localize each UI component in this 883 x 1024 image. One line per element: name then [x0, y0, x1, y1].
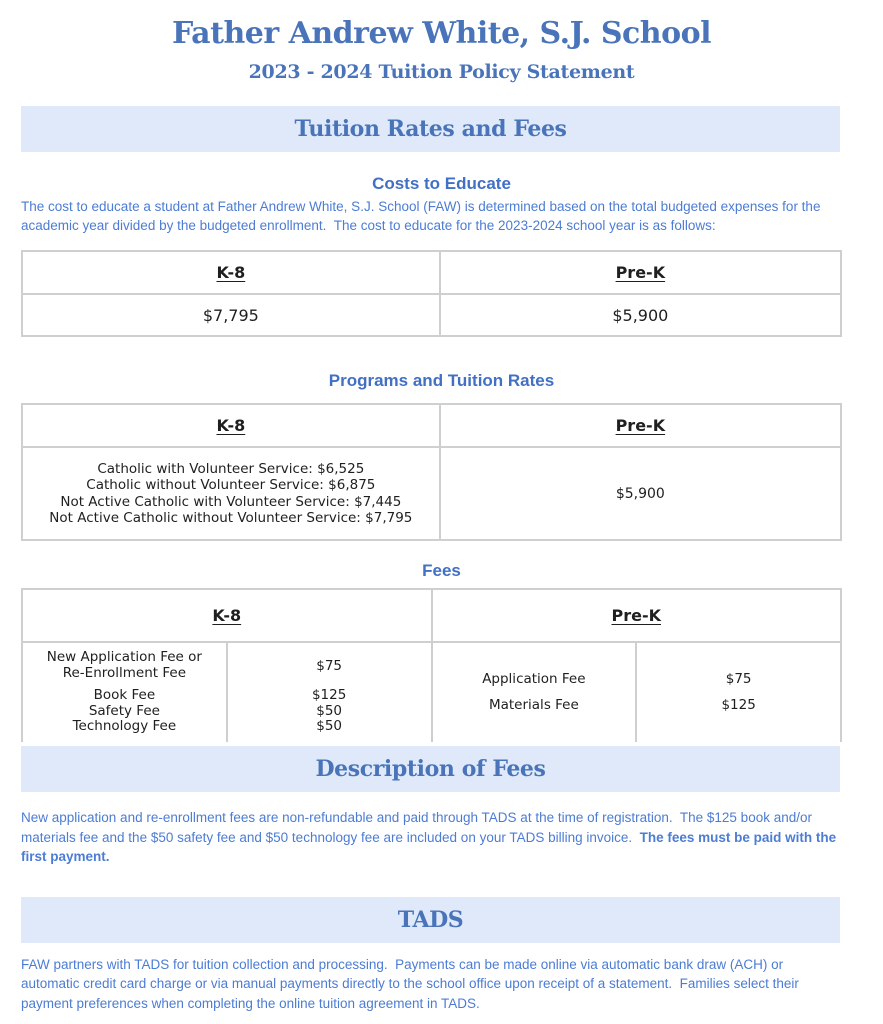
fee-value: $50: [316, 702, 343, 719]
table-row: [22, 642, 841, 742]
programs-table-prek-header: Pre-K: [440, 404, 841, 447]
table-header-row: [22, 589, 841, 642]
page-subtitle: 2023 - 2024 Tuition Policy Statement: [248, 61, 635, 83]
programs-table: [21, 403, 842, 541]
programs-table-k8-cell: [22, 447, 440, 540]
programs-table-prek-cell: [440, 447, 841, 540]
fee-label: Book Fee: [93, 687, 156, 704]
costs-table-k8-header: K-8: [22, 251, 440, 294]
costs-to-educate-paragraph: The cost to educate a student at Father Andrew White, S.J. School (FAW) is determined based on the total budgeted expenses for the academic year divided by the budgeted enrollment. The cost to educate for the 2023-2024 school year is as follows:: [21, 199, 825, 233]
fee-value: $75: [725, 671, 752, 687]
programs-prek-value: $5,900: [615, 485, 665, 502]
programs-table-k8-header: K-8: [22, 404, 440, 447]
program-rate-line: Catholic with Volunteer Service: $6,525: [97, 460, 365, 477]
tads-paragraph: FAW partners with TADS for tuition collection and processing. Payments can be made online via automatic bank draw (ACH) or automatic credit card charge or via manual payments directly to the school office upon receipt of a statement. Families select their payment preferences when completing the online tuition agreement in TADS.: [21, 956, 803, 1011]
page-title: Father Andrew White, S.J. School: [171, 16, 711, 51]
fee-value: $75: [316, 657, 343, 674]
fee-label: Application Fee: [482, 671, 586, 687]
banner-tads: [21, 897, 840, 943]
table-header-row: [22, 251, 841, 294]
fees-k8-values-cell: [227, 642, 432, 742]
costs-table-prek-header: Pre-K: [440, 251, 841, 294]
fee-value: $50: [316, 718, 343, 735]
program-rate-line: Catholic without Volunteer Service: $6,875: [86, 477, 376, 493]
fees-prek-values-cell: [636, 642, 841, 742]
banner-tads-label: TADS: [397, 906, 464, 933]
fee-value: $125: [721, 696, 756, 713]
program-rate-line: Not Active Catholic with Volunteer Service: $7,445: [60, 493, 402, 510]
fee-label: New Application Fee or Re-Enrollment Fee: [46, 649, 202, 681]
fee-label: Safety Fee: [88, 702, 160, 719]
table-header-row: [22, 404, 841, 447]
banner-description-of-fees: [21, 746, 840, 792]
table-row: [22, 294, 841, 336]
fee-label: Technology Fee: [72, 718, 177, 735]
banner-tuition-rates-and-fees: [21, 106, 840, 152]
section-heading-fees: Fees: [422, 561, 461, 580]
costs-to-educate-table: [21, 250, 842, 337]
banner-description-of-fees-label: Description of Fees: [315, 756, 546, 782]
table-row: [22, 447, 841, 540]
fees-table-k8-header: K-8: [22, 589, 432, 642]
banner-tuition-rates-label: Tuition Rates and Fees: [294, 116, 567, 142]
costs-table-prek-value: $5,900: [440, 294, 841, 336]
fees-table: [21, 588, 842, 742]
description-of-fees-paragraph: [21, 808, 842, 867]
fees-table-prek-header: Pre-K: [432, 589, 842, 642]
fee-label: Materials Fee: [488, 696, 579, 713]
description-bold-text: The fees must be paid with the first payment.: [21, 829, 840, 864]
fees-prek-labels-cell: [432, 642, 637, 742]
section-heading-programs: Programs and Tuition Rates: [328, 371, 555, 390]
fee-value: $125: [311, 687, 347, 704]
description-text: New application and re-enrollment fees are non-refundable and paid through TADS at the time of registration. The $125 book and/or materials fee and the $50 safety fee and $50 technology fee are included on your TADS billing invoice.: [21, 810, 816, 845]
costs-table-k8-value: $7,795: [22, 294, 440, 336]
fees-k8-labels-cell: [22, 642, 227, 742]
section-heading-costs-to-educate: Costs to Educate: [372, 174, 511, 193]
program-rate-line: Not Active Catholic without Volunteer Service: $7,795: [49, 510, 413, 526]
